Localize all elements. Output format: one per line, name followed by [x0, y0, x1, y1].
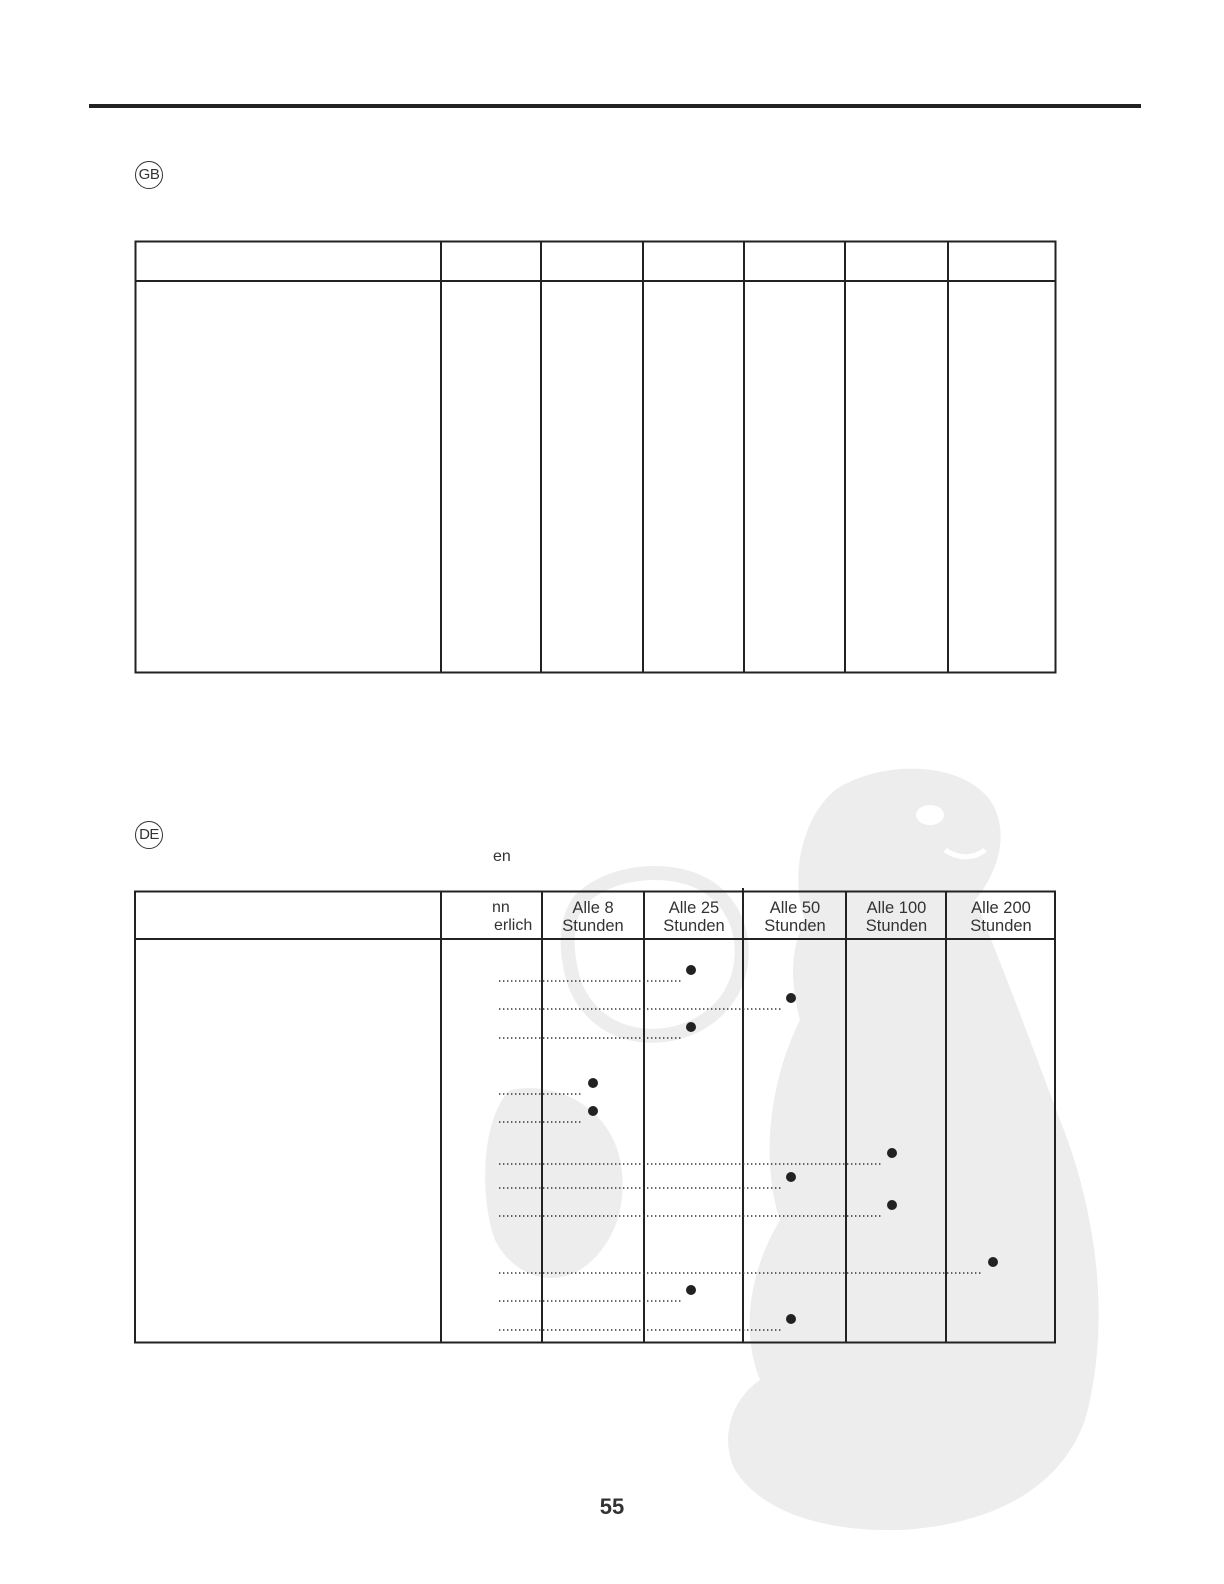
de-header-every-8-hours	[543, 899, 643, 935]
de-header-every-200-hours	[947, 899, 1055, 935]
header-line1: Alle 25	[668, 899, 720, 917]
header-line2: Stunden	[764, 917, 826, 935]
header-line1: Alle 200	[971, 899, 1031, 917]
interval-dot	[588, 1106, 598, 1116]
interval-dot	[988, 1257, 998, 1267]
de-header-every-25-hours	[645, 899, 743, 935]
header-line1: Alle 50	[769, 899, 821, 917]
interval-dot	[686, 965, 696, 975]
language-badge-gb: GB	[135, 161, 163, 189]
de-header-every-50-hours	[744, 899, 846, 935]
interval-dot	[786, 1172, 796, 1182]
interval-dot	[887, 1148, 897, 1158]
header-line2: Stunden	[970, 917, 1032, 935]
de-header-fragment-line1: nn	[492, 899, 510, 916]
de-subtitle-fragment: en	[493, 848, 511, 865]
interval-dot	[588, 1078, 598, 1088]
page-number: 55	[599, 1494, 625, 1519]
header-line2: Stunden	[663, 917, 725, 935]
de-header-every-100-hours	[847, 899, 946, 935]
de-header-fragment-line2: erlich	[494, 917, 533, 934]
interval-dot	[786, 1314, 796, 1324]
header-line2: Stunden	[865, 917, 928, 935]
interval-dot	[686, 1285, 696, 1295]
header-line2: Stunden	[562, 917, 624, 935]
interval-dot	[786, 993, 796, 1003]
header-line1: Alle 100	[866, 899, 927, 917]
header-line1: Alle 8	[572, 899, 614, 917]
language-badge-de: DE	[135, 821, 163, 849]
interval-dot	[686, 1022, 696, 1032]
interval-dot	[887, 1200, 897, 1210]
